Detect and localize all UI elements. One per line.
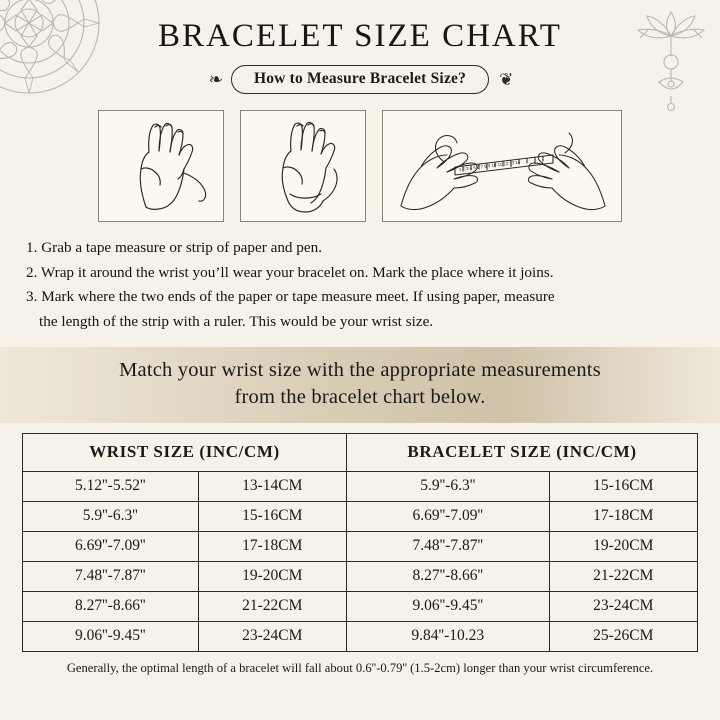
cell-wrist-cm: 23-24CM [198, 621, 347, 651]
illustration-hand-wrapping-wrist [240, 110, 366, 222]
banner-line-1: Match your wrist size with the appropriate measurements [119, 358, 601, 381]
cell-bracelet-cm: 15-16CM [549, 471, 698, 501]
page-title: BRACELET SIZE CHART [158, 18, 562, 54]
cell-wrist-inch: 7.48''-7.87'' [23, 561, 199, 591]
cell-bracelet-cm: 25-26CM [549, 621, 698, 651]
size-table [22, 433, 698, 652]
cell-bracelet-inch: 9.06''-9.45'' [347, 591, 550, 621]
cell-wrist-cm: 13-14CM [198, 471, 347, 501]
cell-bracelet-cm: 17-18CM [549, 501, 698, 531]
step-3: 3. Mark where the two ends of the paper or tape measure meet. If using paper, measure [26, 288, 555, 306]
table-row [23, 561, 698, 591]
footnote: Generally, the optimal length of a bracelet will fall about 0.6''-0.79'' (1.5-2cm) longer than your wrist circumference. [66, 660, 654, 675]
measure-steps [26, 236, 694, 335]
flourish-left-icon: ❧ [208, 69, 221, 89]
step-2: 2. Wrap it around the wrist you’ll wear your bracelet on. Mark the place where it joins. [26, 263, 554, 281]
subtitle-row [0, 65, 720, 94]
table-row [23, 531, 698, 561]
banner-line-2: from the bracelet chart below. [234, 385, 486, 408]
illustration-hand-with-tape-measure [98, 110, 224, 222]
step-3-continued-text: the length of the strip with a ruler. This would be your wrist size. [39, 312, 434, 330]
step-3-continued [26, 310, 694, 335]
cell-wrist-inch: 6.69''-7.09'' [23, 531, 199, 561]
cell-bracelet-inch: 7.48''-7.87'' [347, 531, 550, 561]
illustration-hands-measuring-with-ruler [382, 110, 622, 222]
table-header-row [23, 433, 698, 471]
match-banner [0, 347, 720, 423]
illustration-row [0, 110, 720, 222]
header-wrist-size: WRIST SIZE (INC/CM) [23, 433, 347, 471]
table-row [23, 621, 698, 651]
table-row [23, 501, 698, 531]
cell-bracelet-cm: 23-24CM [549, 591, 698, 621]
table-row [23, 471, 698, 501]
flourish-right-icon: ❦ [499, 69, 512, 89]
cell-wrist-inch: 5.12''-5.52'' [23, 471, 199, 501]
cell-bracelet-cm: 19-20CM [549, 531, 698, 561]
cell-wrist-inch: 8.27''-8.66'' [23, 591, 199, 621]
cell-wrist-cm: 19-20CM [198, 561, 347, 591]
step-1: 1. Grab a tape measure or strip of paper and pen. [26, 239, 323, 256]
cell-wrist-inch: 5.9''-6.3'' [23, 501, 199, 531]
cell-bracelet-inch: 9.84''-10.23 [347, 621, 550, 651]
cell-bracelet-inch: 6.69''-7.09'' [347, 501, 550, 531]
subtitle-pill: How to Measure Bracelet Size? [231, 65, 489, 94]
header-bracelet-size: BRACELET SIZE (INC/CM) [347, 433, 698, 471]
cell-bracelet-inch: 5.9''-6.3'' [347, 471, 550, 501]
cell-wrist-cm: 15-16CM [198, 501, 347, 531]
cell-wrist-inch: 9.06''-9.45'' [23, 621, 199, 651]
cell-wrist-cm: 17-18CM [198, 531, 347, 561]
cell-bracelet-inch: 8.27''-8.66'' [347, 561, 550, 591]
table-row [23, 591, 698, 621]
svg-text:1 2 3 4 5 6 7 8 9 10 11 12 13: 1 2 3 4 5 6 7 8 9 10 11 12 13 14 [458, 159, 521, 172]
cell-wrist-cm: 21-22CM [198, 591, 347, 621]
cell-bracelet-cm: 21-22CM [549, 561, 698, 591]
